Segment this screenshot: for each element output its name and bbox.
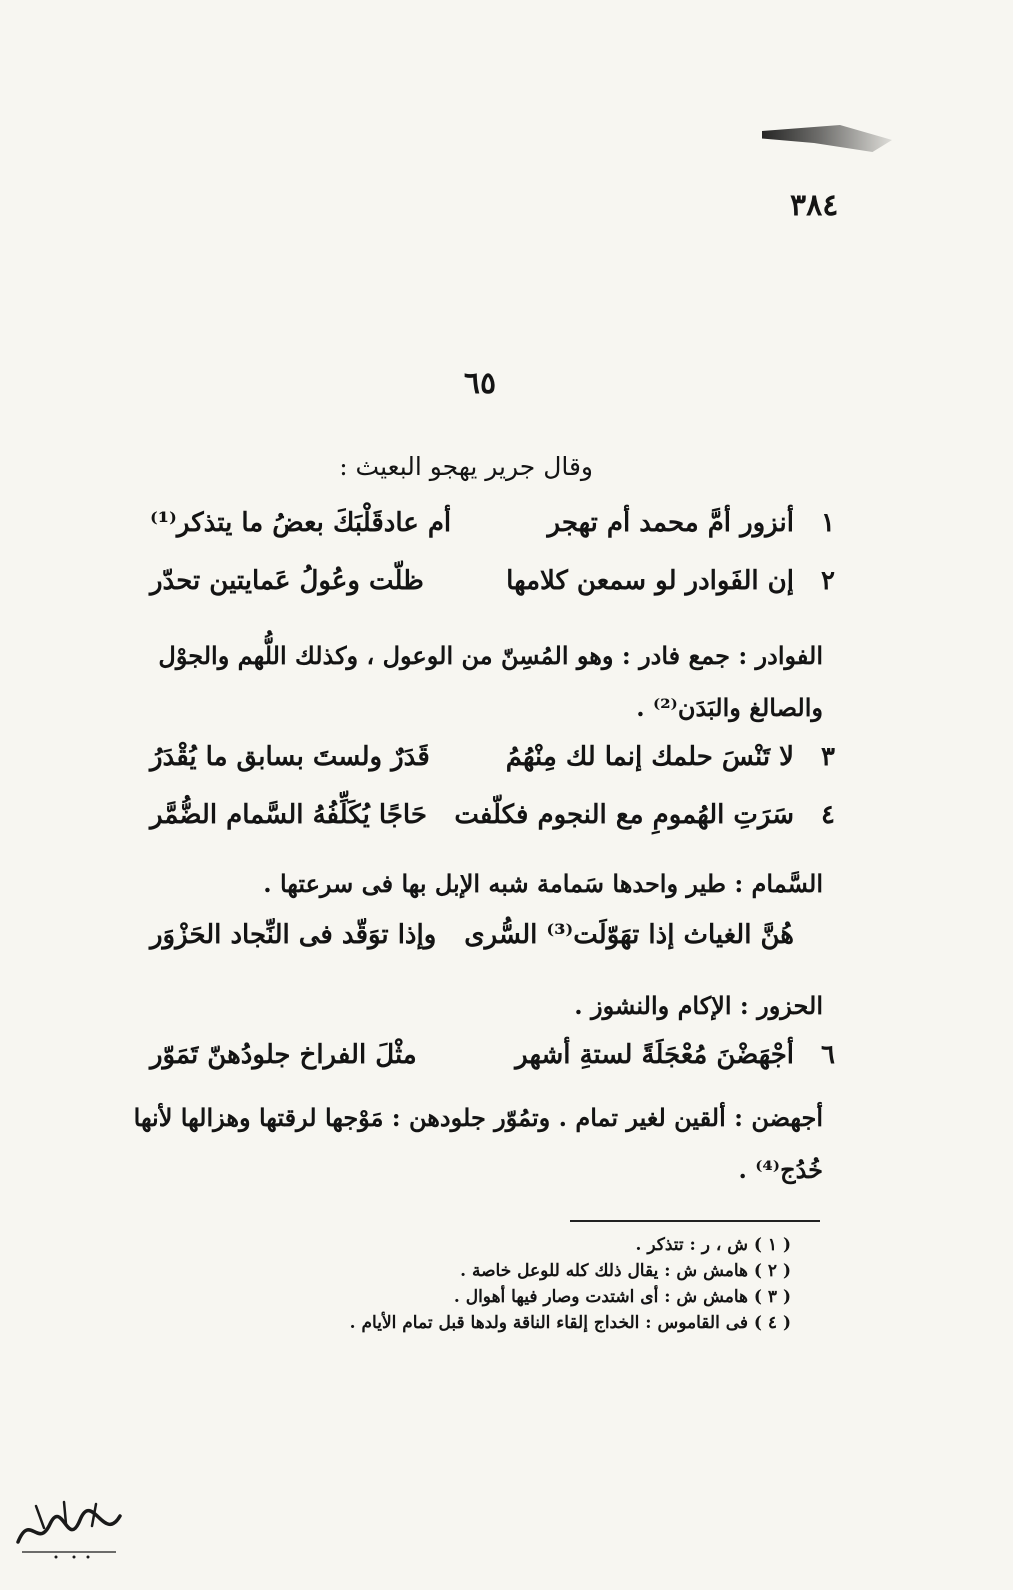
commentary-line: أجهضن : ألقين لغير تمام . وتمُوّر جلودهن : مَوْجها لرقتها وهزالها لأنها — [133, 1103, 823, 1132]
footnote-separator — [570, 1220, 820, 1222]
verse-6 — [150, 1040, 840, 1080]
verse-3 — [150, 742, 840, 782]
poem-number: ٦٥ — [463, 366, 497, 401]
verse-first-hemistich: أنزور أمَّ محمد أم تهجر — [547, 508, 794, 538]
footnote-3: ( ٣ ) هامش ش : أى اشتدت وصار فيها أهوال . — [453, 1287, 791, 1307]
poem-intro: وقال جرير يهجو البعيث : — [339, 452, 593, 481]
verse-2 — [150, 566, 840, 606]
commentary-samam — [142, 858, 823, 910]
verse-number: ٣ — [821, 742, 835, 772]
verse-number: ١ — [821, 508, 835, 538]
commentary-ajhadn — [133, 1092, 823, 1196]
verse-second-hemistich: حَاجًا يُكَلِّفُهُ السَّمام الضُّمَّر — [150, 800, 427, 830]
verse-second-hemistich: أم عادقَلْبَكَ بعضُ ما يتذكر⁽¹⁾ — [150, 508, 452, 538]
calligraphy-logo — [8, 1494, 133, 1564]
verse-first-hemistich: هُنَّ الغياث إذا تهَوّلَت⁽³⁾ السُّرى — [464, 920, 794, 950]
footnote-2: ( ٢ ) هامش ش : يقال ذلك كله للوعل خاصة . — [460, 1261, 791, 1281]
commentary-line: والصالغ والبَدَن⁽²⁾ . — [636, 693, 823, 722]
commentary-line: الحزور : الإكام والنشوز . — [574, 991, 823, 1020]
verse-1 — [150, 508, 840, 548]
verse-second-hemistich: قَدَرٌ ولستَ بسابق ما يُقْدَرُ — [150, 742, 430, 772]
verse-number: ٤ — [821, 800, 835, 830]
commentary-fawadir — [142, 630, 823, 734]
verse-second-hemistich: وإذا توَقّد فى النِّجاد الحَزْوَر — [150, 920, 437, 950]
commentary-line: الفوادر : جمع فادر : وهو المُسِنّ من الوعول ، وكذلك اللُّهم والجوْل — [158, 641, 823, 670]
verse-first-hemistich: أجْهَضْنَ مُعْجَلَةً لستةِ أشهر — [515, 1040, 794, 1070]
verse-second-hemistich: ظلّت وعُولُ عَمايتين تحدّر — [150, 566, 424, 596]
verse-second-hemistich: مثْلَ الفراخ جلودُهنّ تَمَوّر — [150, 1040, 417, 1070]
page-number: ٣٨٤ — [790, 188, 839, 223]
verse-first-hemistich: لا تَنْسَ حلمك إنما لك مِنْهُمُ — [505, 742, 794, 772]
verse-5 — [150, 920, 840, 960]
verse-number: ٢ — [821, 566, 835, 596]
scan-smudge — [762, 122, 892, 152]
verse-first-hemistich: إن الفَوادر لو سمعن كلامها — [506, 566, 794, 596]
commentary-line: السَّمام : طير واحدها سَمامة شبه الإبل بها فى سرعتها . — [263, 869, 823, 898]
footnote-4: ( ٤ ) فى القاموس : الخداج إلقاء الناقة ولدها قبل تمام الأيام . — [349, 1313, 791, 1333]
verse-4 — [150, 800, 840, 840]
footnote-1: ( ١ ) ش ، ر : تتذكر . — [635, 1235, 791, 1255]
verse-first-hemistich: سَرَتِ الهُمومِ مع النجوم فكلّفت — [454, 800, 794, 830]
commentary-line: خُدُج⁽⁴⁾ . — [738, 1155, 823, 1184]
commentary-hazwar — [142, 980, 823, 1032]
verse-number: ٦ — [821, 1040, 835, 1070]
footnotes — [350, 1232, 791, 1336]
